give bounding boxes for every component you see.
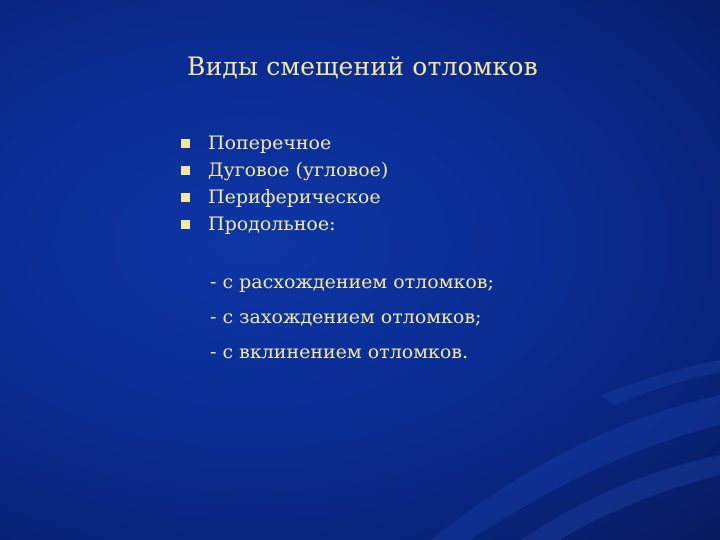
bullet-text: Периферическое xyxy=(208,186,381,208)
square-bullet-icon xyxy=(181,139,190,148)
sub-item-text: - с расхождением отломков; xyxy=(210,271,494,293)
list-item xyxy=(181,157,388,184)
sub-item-text: - с вклинением отломков. xyxy=(210,341,469,363)
bullet-text: Продольное: xyxy=(208,213,336,235)
slide-title: Виды смещений отломков xyxy=(187,52,538,81)
square-bullet-icon xyxy=(181,193,190,202)
sub-item-text: - с захождением отломков; xyxy=(210,306,482,328)
bullet-list xyxy=(181,130,388,238)
list-item xyxy=(181,184,388,211)
sub-list-item xyxy=(210,265,494,300)
bullet-text: Дуговое (угловое) xyxy=(208,159,389,181)
sub-list-item xyxy=(210,335,494,370)
list-item xyxy=(181,130,388,157)
bullet-text: Поперечное xyxy=(208,132,332,154)
sub-list-item xyxy=(210,300,494,335)
sub-item-list xyxy=(210,265,494,370)
square-bullet-icon xyxy=(181,166,190,175)
square-bullet-icon xyxy=(181,220,190,229)
list-item xyxy=(181,211,388,238)
